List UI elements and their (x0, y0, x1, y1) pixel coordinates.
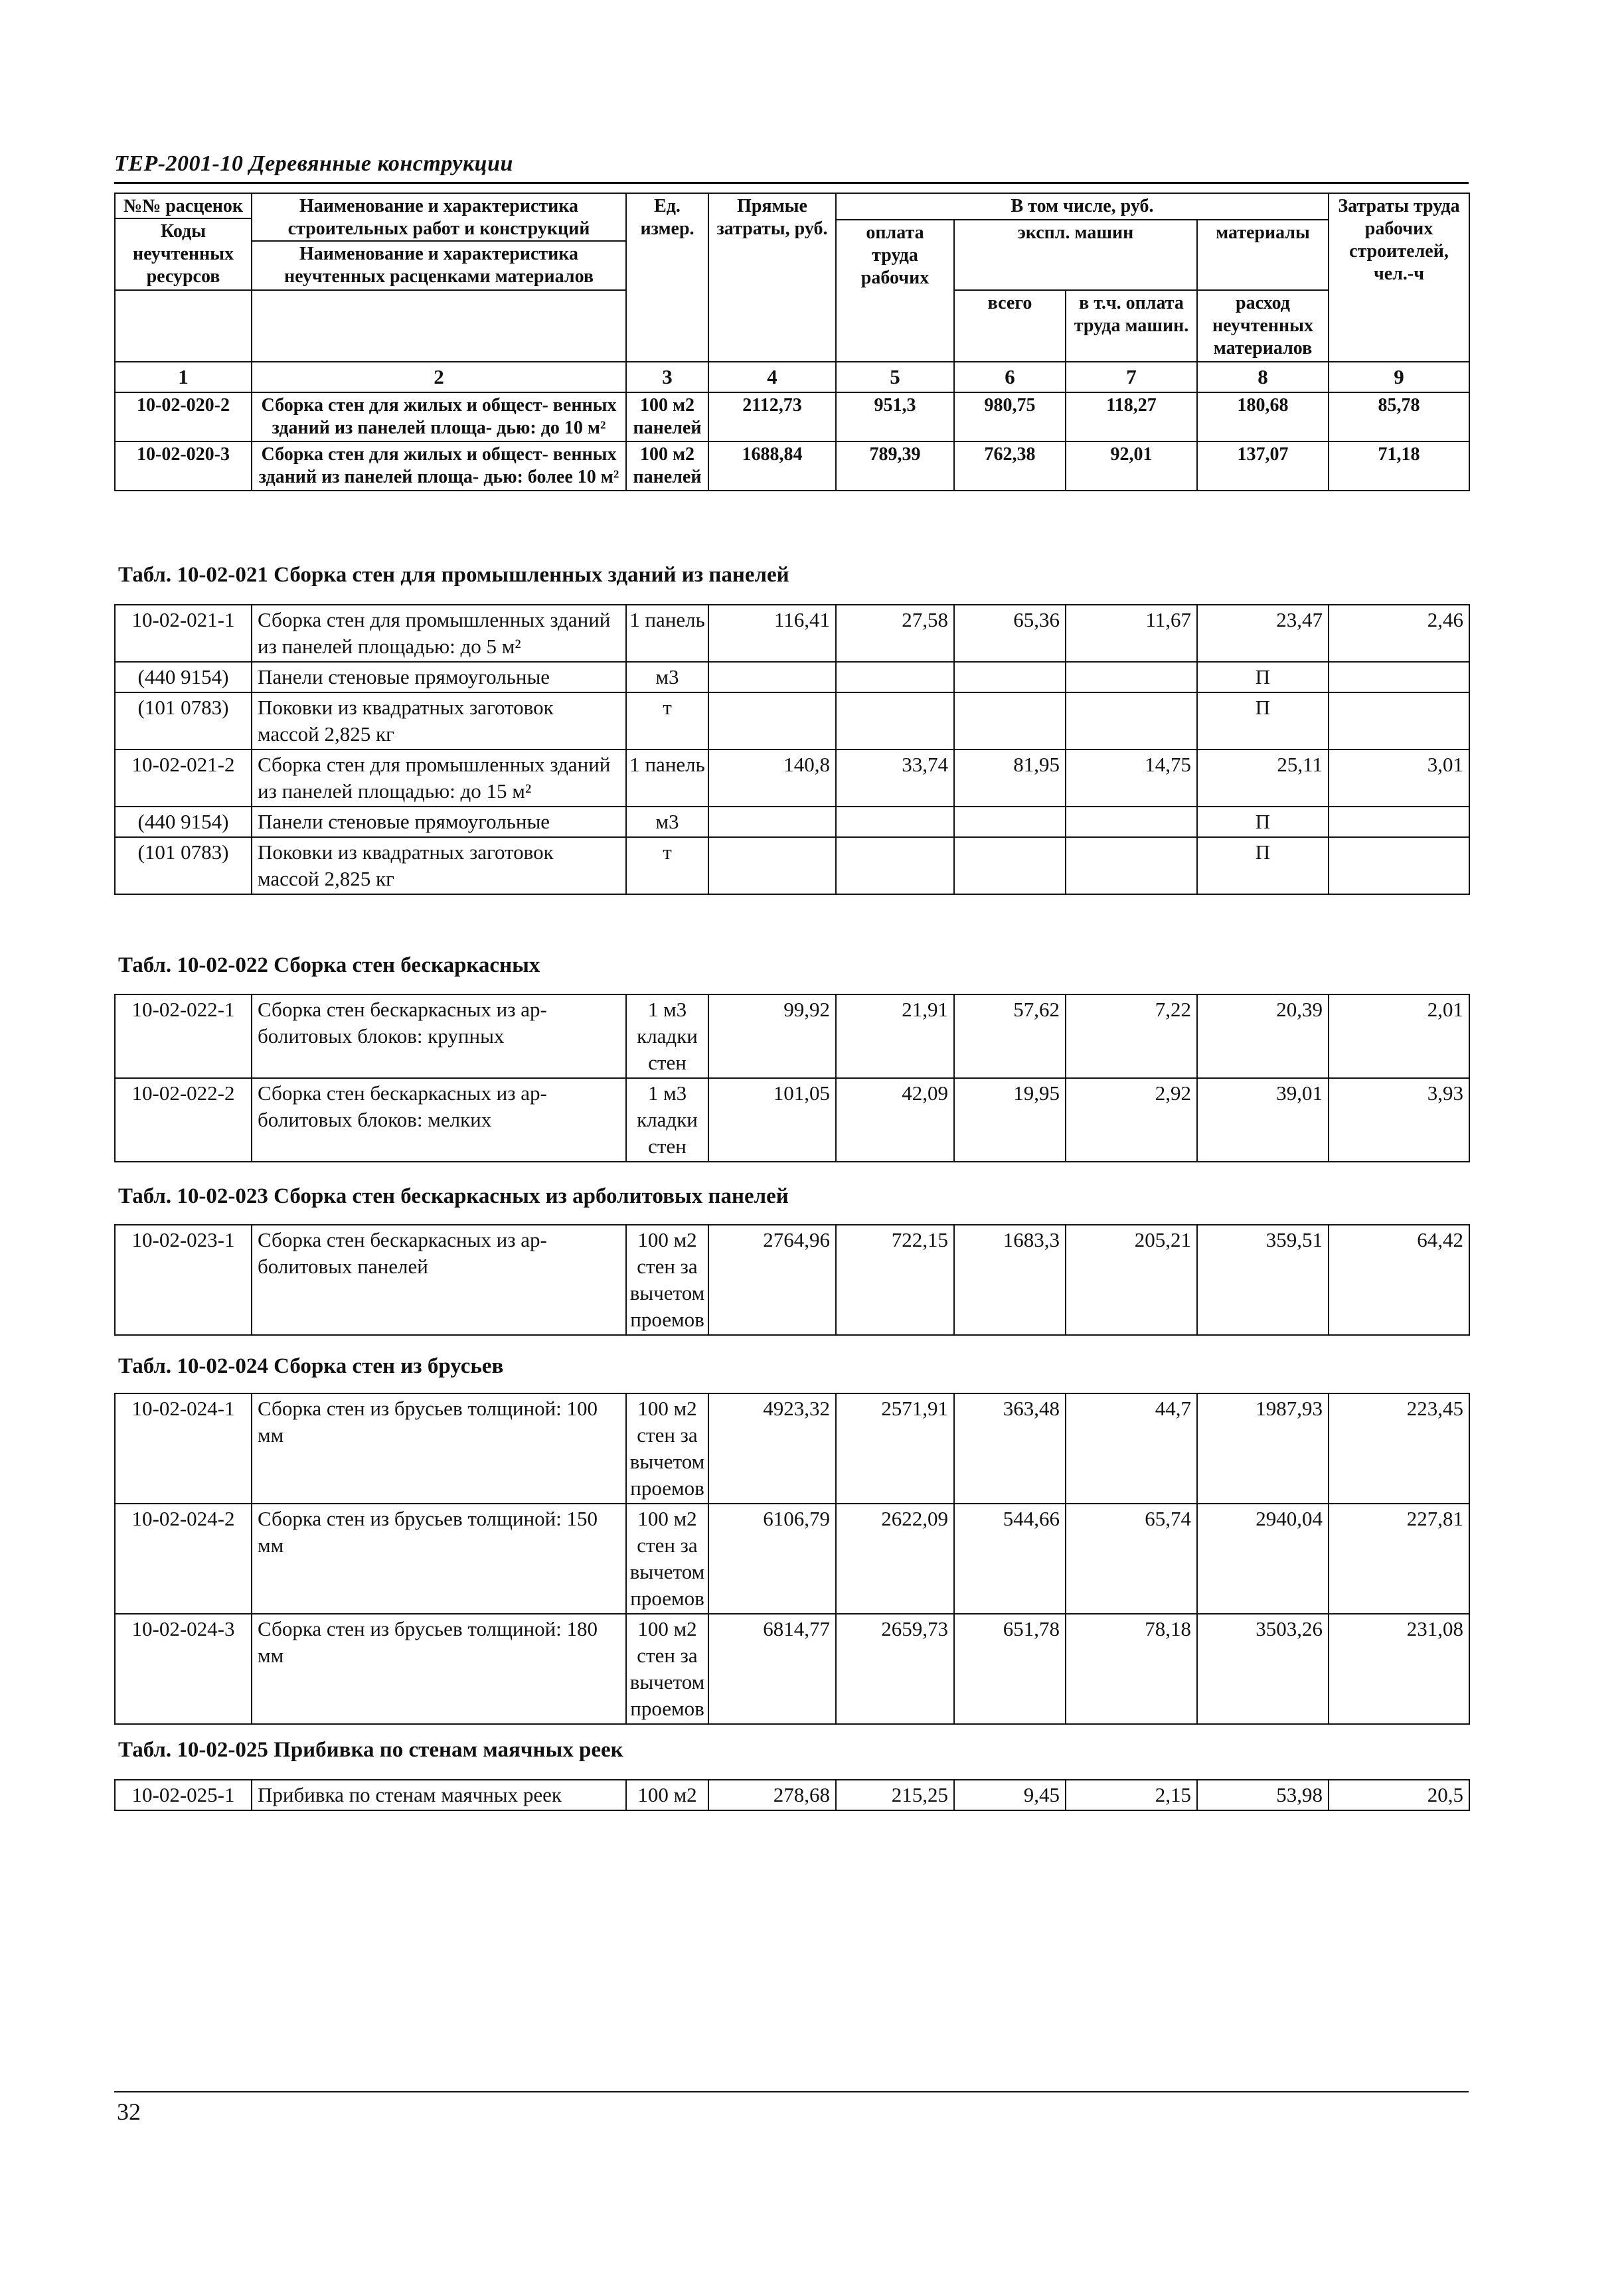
section-table (114, 1224, 1470, 1336)
labor-hours-cell: 227,81 (1329, 1504, 1469, 1614)
materials-cell: 3503,26 (1197, 1614, 1329, 1724)
machine-total-cell: 9,45 (954, 1780, 1066, 1810)
labor-hours-cell: 223,45 (1329, 1393, 1469, 1504)
machine-labor-cell: 44,7 (1066, 1393, 1197, 1504)
labor-hours-cell: 2,01 (1329, 994, 1469, 1078)
colnum: 9 (1329, 362, 1469, 392)
machine-total-cell: 544,66 (954, 1504, 1066, 1614)
section-table (114, 1779, 1470, 1811)
labor-pay-cell: 33,74 (836, 749, 954, 807)
name-cell: Сборка стен из брусьев толщиной: 150 мм (252, 1504, 626, 1614)
code-cell: 10-02-022-2 (115, 1078, 252, 1162)
unit-cell: 1 панель (626, 605, 708, 662)
colnum: 5 (836, 362, 954, 392)
running-header: ТЕР-2001-10 Деревянные конструкции (114, 151, 513, 176)
materials-cell: П (1197, 837, 1329, 894)
labor-pay-cell: 2622,09 (836, 1504, 954, 1614)
section-title: Табл. 10-02-021 Сборка стен для промышленных зданий из панелей (118, 563, 789, 587)
table-row (115, 1393, 1469, 1504)
direct-cost-cell: 4923,32 (708, 1393, 836, 1504)
name-cell: Прибивка по стенам маячных реек (252, 1780, 626, 1810)
code-cell: (440 9154) (115, 662, 252, 692)
direct-cost-cell: 99,92 (708, 994, 836, 1078)
unit-cell: 1 м3 кладки стен (626, 1078, 708, 1162)
direct-cost-cell (708, 692, 836, 749)
labor-pay-cell: 2571,91 (836, 1393, 954, 1504)
col5-header: оплата труда рабочих (836, 220, 954, 362)
header-rule (114, 182, 1469, 184)
table-row (115, 1614, 1469, 1724)
name-cell: Панели стеновые прямоугольные (252, 662, 626, 692)
unit-cell: 100 м2 стен за вычетом проемов (626, 1504, 708, 1614)
name-cell: Сборка стен из брусьев толщиной: 180 мм (252, 1614, 626, 1724)
machine-total-cell: 651,78 (954, 1614, 1066, 1724)
machine-total-cell (954, 662, 1066, 692)
unit-cell: м3 (626, 807, 708, 837)
code-cell: 10-02-023-1 (115, 1225, 252, 1335)
colnum: 4 (708, 362, 836, 392)
machine-labor-cell: 14,75 (1066, 749, 1197, 807)
unit-cell: т (626, 837, 708, 894)
direct-cost-cell: 101,05 (708, 1078, 836, 1162)
code-cell: 10-02-024-2 (115, 1504, 252, 1614)
col1-header: №№ расценок Коды неучтенных ресурсов (115, 193, 252, 290)
labor-pay-cell: 27,58 (836, 605, 954, 662)
code-cell: 10-02-024-3 (115, 1614, 252, 1724)
materials-cell: 25,11 (1197, 749, 1329, 807)
column-numbers-row (115, 362, 1469, 392)
col6-header: всего (954, 290, 1066, 362)
machine-labor-cell: 7,22 (1066, 994, 1197, 1078)
colnum: 7 (1066, 362, 1197, 392)
direct-cost-cell: 2764,96 (708, 1225, 836, 1335)
name-cell: Сборка стен бескаркасных из ар- болитовых блоков: крупных (252, 994, 626, 1078)
unit-cell: 100 м2 стен за вычетом проемов (626, 1393, 708, 1504)
materials-cell: П (1197, 692, 1329, 749)
table-row (115, 837, 1469, 894)
name-cell: Поковки из квадратных заготовок массой 2,825 кг (252, 837, 626, 894)
materials-cell: 1987,93 (1197, 1393, 1329, 1504)
table-row (115, 1078, 1469, 1162)
col2-spacer (252, 290, 626, 362)
col3-header: Ед. измер. (626, 193, 708, 362)
name-cell: Сборка стен из брусьев толщиной: 100 мм (252, 1393, 626, 1504)
col9-header: Затраты труда рабочих строителей, чел.-ч (1329, 193, 1469, 362)
direct-cost-cell: 6814,77 (708, 1614, 836, 1724)
colnum: 8 (1197, 362, 1329, 392)
labor-pay-cell: 951,3 (836, 392, 954, 441)
direct-cost-cell (708, 662, 836, 692)
labor-hours-cell: 231,08 (1329, 1614, 1469, 1724)
direct-cost-cell: 140,8 (708, 749, 836, 807)
labor-hours-cell: 64,42 (1329, 1225, 1469, 1335)
code-cell: 10-02-025-1 (115, 1780, 252, 1810)
colnum: 3 (626, 362, 708, 392)
machine-total-cell: 363,48 (954, 1393, 1066, 1504)
colnum: 6 (954, 362, 1066, 392)
labor-pay-cell (836, 662, 954, 692)
unit-cell: 100 м2 панелей (626, 441, 708, 491)
labor-hours-cell: 85,78 (1329, 392, 1469, 441)
labor-hours-cell (1329, 837, 1469, 894)
labor-hours-cell (1329, 662, 1469, 692)
machine-labor-cell: 92,01 (1066, 441, 1197, 491)
machine-labor-cell: 78,18 (1066, 1614, 1197, 1724)
code-cell: 10-02-020-2 (115, 392, 252, 441)
materials-cell: 359,51 (1197, 1225, 1329, 1335)
labor-pay-cell: 215,25 (836, 1780, 954, 1810)
page-number: 32 (117, 2098, 141, 2125)
col4-header: Прямые затраты, руб. (708, 193, 836, 362)
machine-labor-cell (1066, 692, 1197, 749)
machine-total-cell: 1683,3 (954, 1225, 1066, 1335)
labor-hours-cell: 2,46 (1329, 605, 1469, 662)
code-cell: 10-02-022-1 (115, 994, 252, 1078)
code-cell: 10-02-024-1 (115, 1393, 252, 1504)
materials-cell: 2940,04 (1197, 1504, 1329, 1614)
section-table (114, 1393, 1470, 1725)
table-row (115, 1225, 1469, 1335)
labor-hours-cell: 3,93 (1329, 1078, 1469, 1162)
unit-cell: 1 панель (626, 749, 708, 807)
machine-labor-cell: 205,21 (1066, 1225, 1197, 1335)
code-cell: (101 0783) (115, 837, 252, 894)
unit-cell: 100 м2 панелей (626, 392, 708, 441)
col8-header: расход неучтенных материалов (1197, 290, 1329, 362)
direct-cost-cell: 1688,84 (708, 441, 836, 491)
table-row (115, 662, 1469, 692)
machine-labor-cell: 2,15 (1066, 1780, 1197, 1810)
code-cell: 10-02-021-2 (115, 749, 252, 807)
machine-labor-cell: 118,27 (1066, 392, 1197, 441)
table-row (115, 441, 1469, 491)
code-cell: (440 9154) (115, 807, 252, 837)
footer-rule (114, 2091, 1469, 2092)
colnum: 2 (252, 362, 626, 392)
labor-hours-cell: 71,18 (1329, 441, 1469, 491)
section-title: Табл. 10-02-022 Сборка стен бескаркасных (118, 953, 540, 977)
unit-cell: т (626, 692, 708, 749)
direct-cost-cell (708, 837, 836, 894)
unit-cell: 1 м3 кладки стен (626, 994, 708, 1078)
labor-pay-cell (836, 692, 954, 749)
table-row (115, 605, 1469, 662)
direct-cost-cell (708, 807, 836, 837)
colnum: 1 (115, 362, 252, 392)
materials-cell: 20,39 (1197, 994, 1329, 1078)
labor-pay-cell: 42,09 (836, 1078, 954, 1162)
labor-pay-cell: 722,15 (836, 1225, 954, 1335)
direct-cost-cell: 116,41 (708, 605, 836, 662)
machine-total-cell: 57,62 (954, 994, 1066, 1078)
machine-total-cell: 65,36 (954, 605, 1066, 662)
machine-total-cell: 19,95 (954, 1078, 1066, 1162)
unit-cell: 100 м2 стен за вычетом проемов (626, 1225, 708, 1335)
machine-labor-cell: 11,67 (1066, 605, 1197, 662)
col7-header: в т.ч. оплата труда машин. (1066, 290, 1197, 362)
code-cell: 10-02-020-3 (115, 441, 252, 491)
labor-hours-cell: 20,5 (1329, 1780, 1469, 1810)
machine-labor-cell: 65,74 (1066, 1504, 1197, 1614)
table-row (115, 994, 1469, 1078)
machine-labor-cell (1066, 837, 1197, 894)
table-row (115, 1780, 1469, 1810)
section-title: Табл. 10-02-024 Сборка стен из брусьев (118, 1354, 504, 1378)
section-title: Табл. 10-02-023 Сборка стен бескаркасных из арболитовых панелей (118, 1184, 789, 1208)
unit-cell: 100 м2 стен за вычетом проемов (626, 1614, 708, 1724)
labor-pay-cell (836, 837, 954, 894)
materials-cell: 137,07 (1197, 441, 1329, 491)
machine-total-cell (954, 837, 1066, 894)
name-cell: Сборка стен бескаркасных из ар- болитовых панелей (252, 1225, 626, 1335)
unit-cell: 100 м2 (626, 1780, 708, 1810)
materials-cell: П (1197, 662, 1329, 692)
name-cell: Сборка стен для промышленных зданий из панелей площадью: до 15 м² (252, 749, 626, 807)
machine-labor-cell (1066, 807, 1197, 837)
materials-cell: 180,68 (1197, 392, 1329, 441)
labor-hours-cell: 3,01 (1329, 749, 1469, 807)
labor-pay-cell: 789,39 (836, 441, 954, 491)
name-cell: Сборка стен для жилых и общест- венных зданий из панелей площа- дью: более 10 м² (252, 441, 626, 491)
machine-total-cell (954, 692, 1066, 749)
section-title: Табл. 10-02-025 Прибивка по стенам маячных реек (118, 1738, 623, 1762)
name-cell: Панели стеновые прямоугольные (252, 807, 626, 837)
table-row (115, 392, 1469, 441)
unit-cell: м3 (626, 662, 708, 692)
machine-total-cell: 980,75 (954, 392, 1066, 441)
code-cell: 10-02-021-1 (115, 605, 252, 662)
machine-labor-cell: 2,92 (1066, 1078, 1197, 1162)
direct-cost-cell: 6106,79 (708, 1504, 836, 1614)
section-table (114, 604, 1470, 895)
section-table (114, 994, 1470, 1162)
name-cell: Сборка стен бескаркасных из ар- болитовых блоков: мелких (252, 1078, 626, 1162)
machine-labor-cell (1066, 662, 1197, 692)
group-header: В том числе, руб. (836, 193, 1329, 220)
name-cell: Поковки из квадратных заготовок массой 2,825 кг (252, 692, 626, 749)
labor-hours-cell (1329, 807, 1469, 837)
direct-cost-cell: 278,68 (708, 1780, 836, 1810)
labor-pay-cell: 21,91 (836, 994, 954, 1078)
table-row (115, 692, 1469, 749)
materials-cell: 39,01 (1197, 1078, 1329, 1162)
labor-hours-cell (1329, 692, 1469, 749)
table-row (115, 807, 1469, 837)
materials-cell: 53,98 (1197, 1780, 1329, 1810)
mat-header: материалы (1197, 220, 1329, 290)
machine-total-cell: 762,38 (954, 441, 1066, 491)
col1-spacer (115, 290, 252, 362)
labor-pay-cell: 2659,73 (836, 1614, 954, 1724)
table-row (115, 1504, 1469, 1614)
header-table (114, 193, 1470, 491)
col2-header: Наименование и характеристика строительных работ и конструкций Наименование и характеристика неучтенных расценками материалов (252, 193, 626, 290)
labor-pay-cell (836, 807, 954, 837)
materials-cell: П (1197, 807, 1329, 837)
name-cell: Сборка стен для жилых и общест- венных зданий из панелей площа- дью: до 10 м² (252, 392, 626, 441)
machine-total-cell (954, 807, 1066, 837)
expl-header: экспл. машин (954, 220, 1197, 290)
table-row (115, 749, 1469, 807)
materials-cell: 23,47 (1197, 605, 1329, 662)
direct-cost-cell: 2112,73 (708, 392, 836, 441)
name-cell: Сборка стен для промышленных зданий из панелей площадью: до 5 м² (252, 605, 626, 662)
code-cell: (101 0783) (115, 692, 252, 749)
machine-total-cell: 81,95 (954, 749, 1066, 807)
